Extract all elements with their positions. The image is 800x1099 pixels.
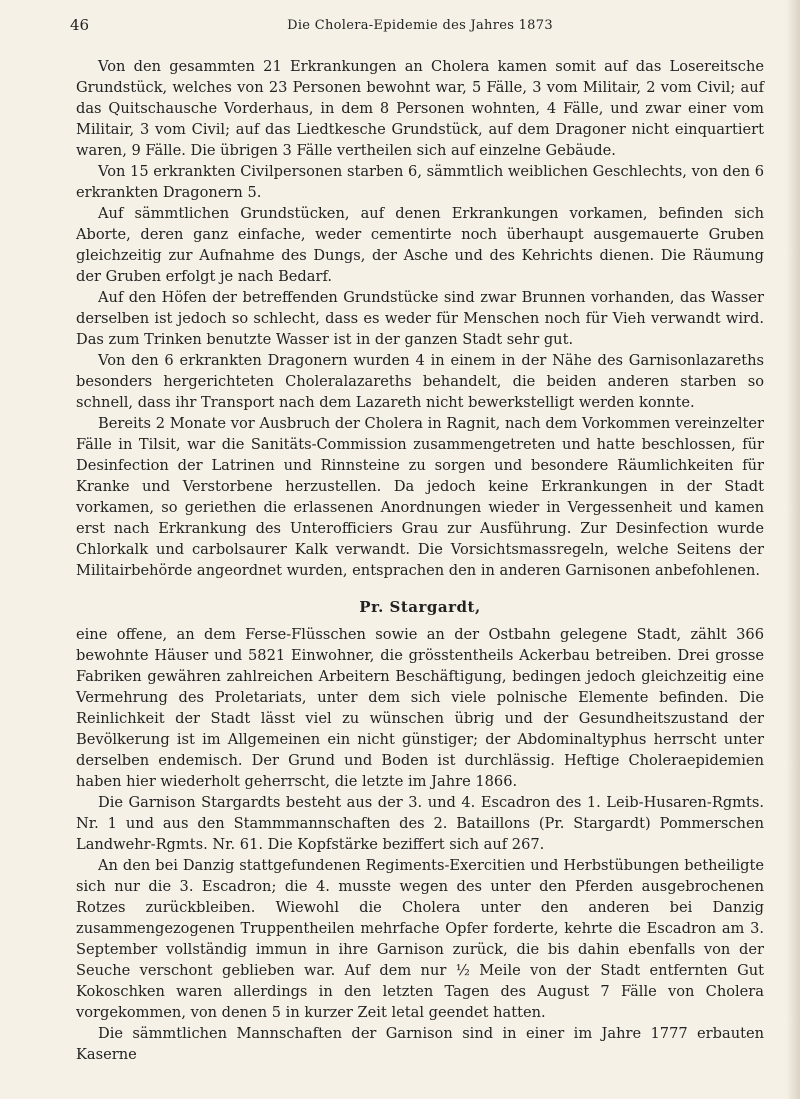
paragraph: Die Garnison Stargardts besteht aus der 3. und 4. Escadron des 1. Leib-Husaren-Rgmts. Nr. 1 und aus den Stammmannschaften des 2. Bataillons (Pr. Stargardt) Pommerschen Landwehr-Rgmts. Nr. 61. Die Kopfstärke beziffert sich auf 267. <box>76 794 764 853</box>
paragraph: eine offene, an dem Ferse-Flüsschen sowie an der Ostbahn gelegene Stadt, zählt 366 bewohnte Häuser und 5821 Einwohner, die grösstentheils Ackerbau betreiben. Drei grosse Fabriken gewähren zahlreichen Arbeitern Beschäftigung, bedingen jedoch gleichzeitig eine Vermehrung des Proletariats, unter dem sich viele polnische Elemente befinden. Die Reinlichkeit der Stadt lässt viel zu wünschen übrig und der Gesundheitszustand der Bevölkerung ist im Allgemeinen ein nicht günstiger; der Abdominaltyphus herrscht unter derselben endemisch. Der Grund und Boden ist durchlässig. Heftige Choleraepidemien haben hier wiederholt geherrscht, die letzte im Jahre 1866. <box>76 626 764 790</box>
page-edge-shadow <box>786 0 800 1099</box>
paragraph: An den bei Danzig stattgefundenen Regiments-Exercitien und Herbstübungen betheiligte sich nur die 3. Escadron; die 4. musste wegen des unter den Pferden ausgebrochenen Rotzes zurückbleiben. Wiewohl die Cholera unter den anderen bei Danzig zusammengezogenen Truppentheilen mehrfache Opfer forderte, kehrte die Escadron am 3. September vollständig immun in ihre Garnison zurück, die bis dahin ebenfalls von der Seuche verschont geblieben war. Auf dem nur ½ Meile von der Stadt entfernten Gut Kokoschken waren allerdings in den letzten Tagen des August 7 Fälle von Cholera vorgekommen, von denen 5 in kurzer Zeit letal geendet hatten. <box>76 857 764 1021</box>
paragraph: Von den gesammten 21 Erkrankungen an Cholera kamen somit auf das Losereitsche Grundstück, welches von 23 Personen bewohnt war, 5 Fälle, 3 vom Militair, 2 vom Civil; auf das Quitschausche Vorderhaus, in dem 8 Personen wohnten, 4 Fälle, und zwar einer vom Militair, 3 vom Civil; auf das Liedtkesche Grundstück, auf dem Dragoner nicht einquartiert waren, 9 Fälle. Die übrigen 3 Fälle vertheilen sich auf einzelne Gebäude. <box>76 58 764 159</box>
body-text <box>76 56 764 1065</box>
paragraph: Bereits 2 Monate vor Ausbruch der Cholera in Ragnit, nach dem Vorkommen vereinzelter Fälle in Tilsit, war die Sanitäts-Commission zusammengetreten und hatte beschlossen, für Desinfection der Latrinen und Rinnsteine zu sorgen und besondere Räumlichkeiten für Kranke und Verstorbene herzustellen. Da jedoch keine Erkrankungen in der Stadt vorkamen, so geriethen die erlassenen Anordnungen wieder in Vergessenheit und kamen erst nach Erkrankung des Unterofficiers Grau zur Ausführung. Zur Desinfection wurde Chlorkalk und carbolsaurer Kalk verwandt. Die Vorsichtsmassregeln, welche Seitens der Militairbehörde angeordnet wurden, entsprachen den in anderen Garnisonen anbefohlenen. <box>76 415 764 579</box>
page-header <box>70 16 770 40</box>
paragraph: Von den 6 erkrankten Dragonern wurden 4 in einem in der Nähe des Garnisonlazareths besonders hergerichteten Choleralazareths behandelt, die beiden anderen starben so schnell, dass ihr Transport nach dem Lazareth nicht bewerkstelligt werden konnte. <box>76 352 764 411</box>
paragraph: Auf den Höfen der betreffenden Grundstücke sind zwar Brunnen vorhanden, das Wasser derselben ist jedoch so schlecht, dass es weder für Menschen noch für Vieh verwandt wird. Das zum Trinken benutzte Wasser ist in der ganzen Stadt sehr gut. <box>76 289 764 348</box>
paragraph: Die sämmtlichen Mannschaften der Garnison sind in einer im Jahre 1777 erbauten Kaserne <box>76 1025 764 1063</box>
section-heading: Pr. Stargardt, <box>359 598 481 616</box>
running-title: Die Cholera-Epidemie des Jahres 1873 <box>287 18 553 33</box>
paragraph: Von 15 erkrankten Civilpersonen starben 6, sämmtlich weiblichen Geschlechts, von den 6 erkrankten Dragonern 5. <box>76 163 764 201</box>
page-number: 46 <box>70 16 90 34</box>
paragraph: Auf sämmtlichen Grundstücken, auf denen Erkrankungen vorkamen, befinden sich Aborte, deren ganz einfache, weder cementirte noch überhaupt ausgemauerte Gruben gleichzeitig zur Aufnahme des Dungs, der Asche und des Kehrichts dienen. Die Räumung der Gruben erfolgt je nach Bedarf. <box>76 205 764 285</box>
